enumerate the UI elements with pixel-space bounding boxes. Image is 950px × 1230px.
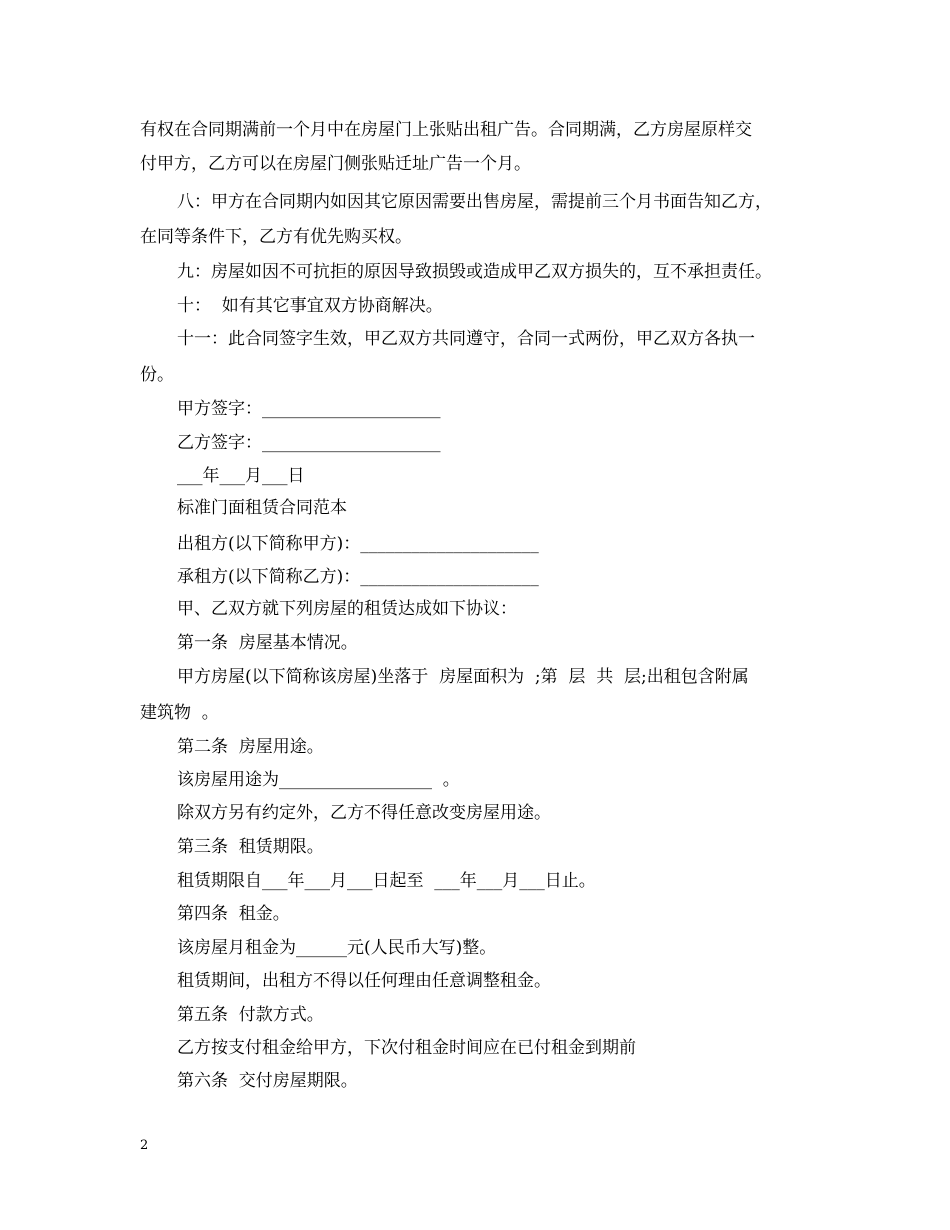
body-line: 有权在合同期满前一个月中在房屋门上张贴出租广告。合同期满，乙方房屋原样交 <box>140 120 752 140</box>
article-4-body: 租赁期间，出租方不得以任何理由任意调整租金。 <box>177 971 551 991</box>
body-line: 建筑物 。 <box>140 703 219 723</box>
article-3-heading: 第三条 租赁期限。 <box>177 837 324 857</box>
lessor-line: 出租方(以下简称甲方)：_____________________ <box>177 534 539 554</box>
article-5-heading: 第五条 付款方式。 <box>177 1005 324 1025</box>
body-line: 付甲方，乙方可以在房屋门侧张贴迁址广告一个月。 <box>140 154 531 174</box>
clause-8: 八：甲方在合同期内如因其它原因需要出售房屋，需提前三个月书面告知乙方， <box>177 192 772 212</box>
article-3-body: 租赁期限自___年___月___日起至 ___年___月___日止。 <box>177 871 596 891</box>
clause-10: 十： 如有其它事宜双方协商解决。 <box>177 296 443 316</box>
article-2-body: 除双方另有约定外，乙方不得任意改变房屋用途。 <box>177 803 551 823</box>
article-1-heading: 第一条 房屋基本情况。 <box>177 633 358 653</box>
body-line: 份。 <box>140 365 174 385</box>
party-a-signature: 甲方签字：_____________________ <box>177 399 441 419</box>
article-2-body: 该房屋用途为__________________ 。 <box>177 770 460 790</box>
article-6-heading: 第六条 交付房屋期限。 <box>177 1071 358 1091</box>
article-4-body: 该房屋月租金为______元(人民币大写)整。 <box>177 938 497 958</box>
article-4-heading: 第四条 租金。 <box>177 904 290 924</box>
clause-9: 九：房屋如因不可抗拒的原因导致损毁或造成甲乙双方损失的，互不承担责任。 <box>177 262 772 282</box>
date-line: ___年___月___日 <box>177 466 305 486</box>
contract-title: 标准门面租赁合同范本 <box>177 498 347 518</box>
lessee-line: 承租方(以下简称乙方)：_____________________ <box>177 567 539 587</box>
article-5-body: 乙方按支付租金给甲方，下次付租金时间应在已付租金到期前 <box>177 1038 636 1058</box>
body-line: 在同等条件下，乙方有优先购买权。 <box>140 227 412 247</box>
party-b-signature: 乙方签字：_____________________ <box>177 433 441 453</box>
clause-11: 十一：此合同签字生效，甲乙双方共同遵守，合同一式两份，甲乙双方各执一 <box>177 329 755 349</box>
page-number: 2 <box>140 1138 149 1153</box>
article-2-heading: 第二条 房屋用途。 <box>177 737 324 757</box>
agreement-intro: 甲、乙双方就下列房屋的租赁达成如下协议： <box>177 599 517 619</box>
article-1-body: 甲方房屋(以下简称该房屋)坐落于 房屋面积为 ;第 层 共 层;出租包含附属 <box>177 667 749 687</box>
